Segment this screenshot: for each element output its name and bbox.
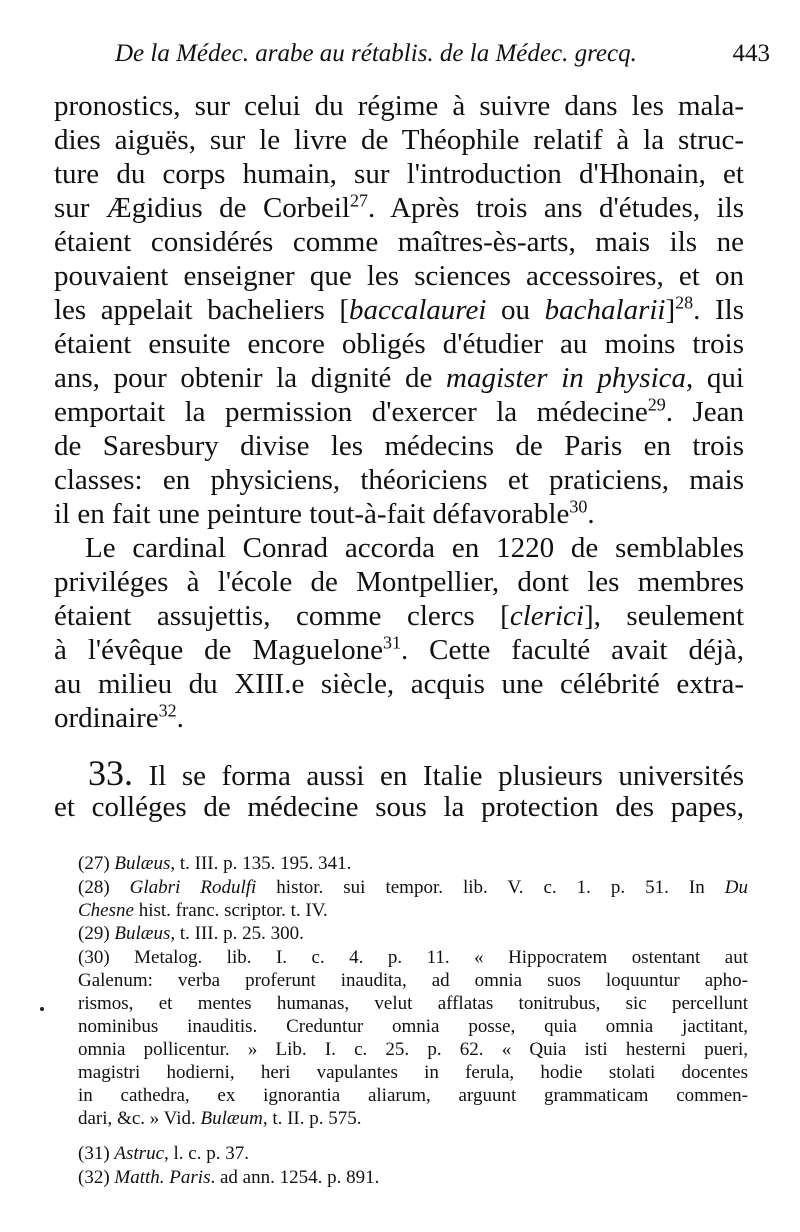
footnote-28-cont bbox=[78, 899, 748, 922]
text-span: étaient considérés comme maîtres-ès-arts, mais ils ne bbox=[54, 226, 744, 258]
text-span: étaient assujettis, comme clercs [ bbox=[54, 600, 510, 632]
text-span: à l'évêque de Maguelone bbox=[54, 634, 383, 666]
text-line bbox=[54, 191, 744, 225]
text-line bbox=[54, 667, 744, 701]
section-33-line bbox=[88, 753, 744, 793]
text-line bbox=[54, 429, 744, 463]
ink-speck bbox=[40, 1007, 44, 1011]
text-span: ture du corps humain, sur l'introduction d'Hhonain, et bbox=[54, 158, 744, 190]
footnote-27 bbox=[78, 852, 748, 875]
text-span: au milieu du XIII.e siècle, acquis une célébrité extra- bbox=[54, 668, 744, 700]
text-span: . bbox=[176, 702, 184, 734]
text-span: . Jean bbox=[665, 396, 745, 428]
footnote-30-cont bbox=[78, 1015, 748, 1038]
footnote-ref: 30 bbox=[569, 496, 588, 517]
text-span: ou bbox=[486, 294, 545, 326]
running-title: De la Médec. arabe au rétablis. de la Médec. grecq. bbox=[115, 40, 637, 67]
running-header bbox=[115, 40, 770, 80]
text-span: priviléges à l'école de Montpellier, dont les membres bbox=[54, 566, 744, 598]
text-span: emportait la permission d'exercer la médecine bbox=[54, 396, 648, 428]
text-span: , qui bbox=[686, 362, 744, 394]
text-line bbox=[54, 225, 744, 259]
text-span: hist. franc. scriptor. t. IV. bbox=[133, 900, 328, 921]
text-span: et colléges de médecine sous la protection des papes, bbox=[54, 791, 744, 823]
footnote-30-cont bbox=[78, 1061, 748, 1084]
footnote-ref: 28 bbox=[675, 292, 694, 313]
footnote-30-cont bbox=[78, 1107, 748, 1130]
text-span: (27) bbox=[78, 853, 115, 874]
italic-term: Astruc bbox=[114, 1143, 165, 1164]
footnote-30-cont bbox=[78, 992, 748, 1015]
text-line bbox=[54, 123, 744, 157]
footnote-29 bbox=[78, 922, 748, 945]
text-span: ordinaire bbox=[54, 702, 159, 734]
text-span: les appelait bacheliers [ bbox=[54, 294, 349, 326]
text-span: étaient ensuite encore obligés d'étudier au moins trois bbox=[54, 328, 744, 360]
text-span: in cathedra, ex ignorantia aliarum, arguunt grammaticam commen- bbox=[78, 1085, 748, 1106]
footnote-30-cont bbox=[78, 1038, 748, 1061]
italic-term: Bulæus bbox=[114, 923, 171, 944]
footnote-32 bbox=[78, 1166, 748, 1189]
text-span: . Après trois ans d'études, ils bbox=[367, 192, 744, 224]
text-line bbox=[54, 327, 744, 361]
text-line bbox=[54, 565, 744, 599]
text-span: sur Ægidius de Corbeil bbox=[54, 192, 350, 224]
text-span: (29) bbox=[78, 923, 115, 944]
footnote-ref: 31 bbox=[382, 632, 401, 653]
italic-term: baccalaurei bbox=[349, 294, 487, 326]
italic-term: Bulæum bbox=[200, 1108, 263, 1129]
text-span: . Cette faculté avait déjà, bbox=[400, 634, 744, 666]
text-span: pouvaient enseigner que les sciences accessoires, et on bbox=[54, 260, 744, 292]
footnote-ref: 32 bbox=[158, 700, 177, 721]
text-span: (28) bbox=[78, 877, 130, 898]
text-span: rismos, et mentes humanas, velut afflatas tonitrubus, sic percellunt bbox=[78, 993, 748, 1014]
text-line bbox=[54, 633, 744, 667]
footnote-ref: 27 bbox=[349, 190, 368, 211]
page-number: 443 bbox=[732, 40, 770, 67]
italic-term: bachalarii bbox=[544, 294, 666, 326]
text-span: , l. c. p. 37. bbox=[164, 1143, 249, 1164]
text-span: dari, &c. » Vid. bbox=[78, 1108, 201, 1129]
text-span: . bbox=[587, 498, 595, 530]
text-span: histor. sui tempor. lib. V. c. 1. p. 51. In bbox=[256, 877, 725, 898]
text-span: . Ils bbox=[693, 294, 745, 326]
text-span: ] bbox=[665, 294, 676, 326]
text-span: il en fait une peinture tout-à-fait défavorable bbox=[54, 498, 570, 530]
text-line bbox=[54, 790, 744, 824]
text-span: magistri hodierni, heri vapulantes in ferula, hodie stolati docentes bbox=[78, 1062, 748, 1083]
italic-term: Chesne bbox=[78, 900, 134, 921]
footnote-28 bbox=[78, 876, 748, 899]
text-line bbox=[54, 293, 744, 327]
italic-term: Glabri Rodulfi bbox=[129, 877, 257, 898]
text-span: ], seulement bbox=[583, 600, 745, 632]
text-span: ans, pour obtenir la dignité de bbox=[54, 362, 447, 394]
text-line bbox=[54, 361, 744, 395]
footnote-30-cont bbox=[78, 1084, 748, 1107]
text-span: . ad ann. 1254. p. 891. bbox=[210, 1167, 380, 1188]
text-line bbox=[54, 701, 744, 735]
section-number: 33. bbox=[88, 753, 133, 793]
text-span: (31) bbox=[78, 1143, 115, 1164]
text-line bbox=[54, 259, 744, 293]
text-span: dies aiguës, sur le livre de Théophile relatif à la struc- bbox=[54, 124, 744, 156]
footnote-31 bbox=[78, 1142, 748, 1165]
text-span: classes: en physiciens, théoriciens et praticiens, mais bbox=[54, 464, 744, 496]
text-span: nominibus inauditis. Creduntur omnia posse, quia omnia jactitant, bbox=[78, 1016, 748, 1037]
text-line bbox=[54, 395, 744, 429]
text-line bbox=[54, 463, 744, 497]
italic-term: Matth. Paris bbox=[114, 1167, 211, 1188]
text-span: (32) bbox=[78, 1167, 115, 1188]
text-span: Il se forma aussi en Italie plusieurs universités bbox=[133, 760, 744, 792]
italic-term: Du bbox=[724, 877, 749, 898]
italic-term: magister in physica bbox=[446, 362, 687, 394]
text-line bbox=[85, 531, 744, 565]
text-line bbox=[54, 157, 744, 191]
text-span: de Saresbury divise les médecins de Paris en trois bbox=[54, 430, 744, 462]
text-line bbox=[54, 89, 744, 123]
text-span: (30) Metalog. lib. I. c. 4. p. 11. « Hippocratem ostentant aut bbox=[78, 947, 748, 968]
text-line bbox=[54, 497, 744, 531]
text-span: , t. III. p. 25. 300. bbox=[170, 923, 304, 944]
text-span: Galenum: verba proferunt inaudita, ad omnia suos loquuntur apho- bbox=[78, 970, 748, 991]
footnote-30 bbox=[78, 946, 748, 969]
text-line bbox=[54, 599, 744, 633]
italic-term: Bulæus bbox=[114, 853, 171, 874]
text-span: , t. II. p. 575. bbox=[262, 1108, 362, 1129]
footnote-ref: 29 bbox=[647, 394, 666, 415]
footnote-30-cont bbox=[78, 969, 748, 992]
text-span: pronostics, sur celui du régime à suivre dans les mala- bbox=[54, 90, 744, 122]
text-span: Le cardinal Conrad accorda en 1220 de semblables bbox=[85, 532, 744, 564]
text-span: omnia pollicentur. » Lib. I. c. 25. p. 62. « Quia isti hesterni pueri, bbox=[78, 1039, 748, 1060]
italic-term: clerici bbox=[509, 600, 584, 632]
text-span: , t. III. p. 135. 195. 341. bbox=[170, 853, 352, 874]
